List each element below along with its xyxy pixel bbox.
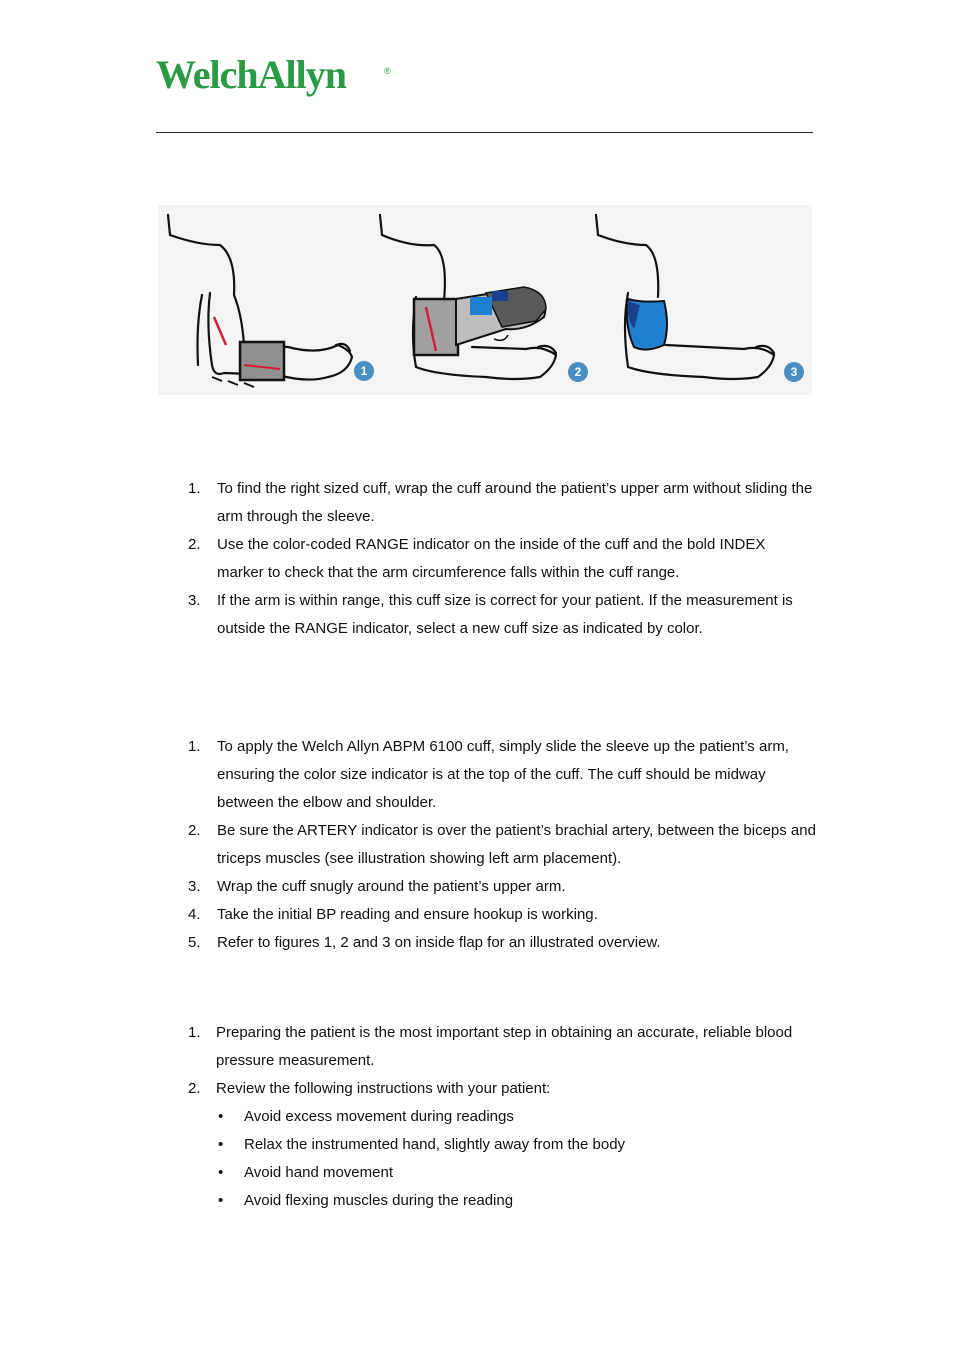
patient-preparation-steps bbox=[186, 1019, 816, 1215]
list-text: Preparing the patient is the most important step in obtaining an accurate, reliable blood pressure measurement. bbox=[216, 1024, 793, 1069]
bullet-icon: • bbox=[218, 1108, 224, 1125]
bullet-item bbox=[216, 1131, 816, 1159]
figure-2 bbox=[376, 205, 594, 395]
list-text: Wrap the cuff snugly around the patient’s upper arm. bbox=[217, 878, 566, 895]
list-text: To apply the Welch Allyn ABPM 6100 cuff, simply slide the sleeve up the patient’s arm, ensuring the color size indicator is at the top of the cuff. The cuff should be midway between the elbow and shoulder. bbox=[217, 738, 789, 811]
figure-2-badge bbox=[568, 362, 588, 382]
bullet-icon: • bbox=[218, 1136, 224, 1153]
list-number: 3. bbox=[188, 878, 201, 895]
list-text: Review the following instructions with your patient: bbox=[216, 1080, 551, 1097]
figure-1-badge-label: 1 bbox=[360, 364, 368, 378]
list-number: 2. bbox=[188, 536, 201, 553]
list-number: 5. bbox=[188, 934, 201, 951]
list-item bbox=[186, 733, 816, 817]
figure-3 bbox=[594, 205, 812, 395]
list-item bbox=[186, 587, 816, 643]
list-number: 1. bbox=[188, 480, 201, 497]
logo-text: WelchAllyn bbox=[156, 52, 347, 97]
bullet-text: Avoid excess movement during readings bbox=[244, 1108, 514, 1125]
bullet-text: Avoid hand movement bbox=[244, 1164, 393, 1181]
bullet-item bbox=[216, 1159, 816, 1187]
figure-1-badge bbox=[354, 361, 374, 381]
list-item bbox=[186, 901, 816, 929]
welch-allyn-logo bbox=[156, 52, 396, 112]
list-text: Use the color-coded RANGE indicator on the inside of the cuff and the bold INDEX marker to check that the arm circumference falls within the cuff range. bbox=[217, 536, 766, 581]
list-number: 3. bbox=[188, 592, 201, 609]
figure-3-badge-label: 3 bbox=[790, 365, 798, 379]
list-text: To find the right sized cuff, wrap the cuff around the patient’s upper arm without sliding the arm through the sleeve. bbox=[217, 480, 813, 525]
list-text: Take the initial BP reading and ensure hookup is working. bbox=[217, 906, 598, 923]
bullet-text: Relax the instrumented hand, slightly away from the body bbox=[244, 1136, 626, 1153]
patient-instructions bbox=[216, 1103, 816, 1215]
list-item bbox=[186, 929, 816, 957]
figure-2-badge-label: 2 bbox=[574, 365, 582, 379]
list-item bbox=[186, 531, 816, 587]
arm-cuff-wrap-illustration bbox=[376, 205, 594, 395]
list-item bbox=[186, 873, 816, 901]
arm-cuff-applied-illustration bbox=[594, 205, 812, 395]
figure-1 bbox=[158, 205, 376, 395]
bullet-item bbox=[216, 1103, 816, 1131]
cuff-sizing-steps bbox=[186, 475, 816, 643]
list-number: 2. bbox=[188, 822, 201, 839]
list-item bbox=[186, 1019, 816, 1075]
list-text: If the arm is within range, this cuff size is correct for your patient. If the measurement is outside the RANGE indicator, select a new cuff size as indicated by color. bbox=[217, 592, 793, 637]
bullet-icon: • bbox=[218, 1164, 224, 1181]
arm-cuff-measure-illustration bbox=[158, 205, 376, 395]
list-number: 2. bbox=[188, 1080, 201, 1097]
list-item bbox=[186, 817, 816, 873]
list-item bbox=[186, 475, 816, 531]
registered-mark: ® bbox=[384, 66, 391, 76]
bullet-text: Avoid flexing muscles during the reading bbox=[244, 1192, 514, 1209]
header-divider bbox=[156, 132, 813, 133]
list-number: 4. bbox=[188, 906, 201, 923]
cuff-application-steps bbox=[186, 733, 816, 957]
cuff-figures bbox=[158, 205, 812, 395]
list-number: 1. bbox=[188, 738, 201, 755]
list-item bbox=[186, 1075, 816, 1215]
list-text: Be sure the ARTERY indicator is over the patient’s brachial artery, between the biceps and triceps muscles (see illustration showing left arm placement). bbox=[217, 822, 816, 867]
list-text: Refer to figures 1, 2 and 3 on inside flap for an illustrated overview. bbox=[217, 934, 661, 951]
bullet-icon: • bbox=[218, 1192, 224, 1209]
bullet-item bbox=[216, 1187, 816, 1215]
figure-3-badge bbox=[784, 362, 804, 382]
list-number: 1. bbox=[188, 1024, 201, 1041]
